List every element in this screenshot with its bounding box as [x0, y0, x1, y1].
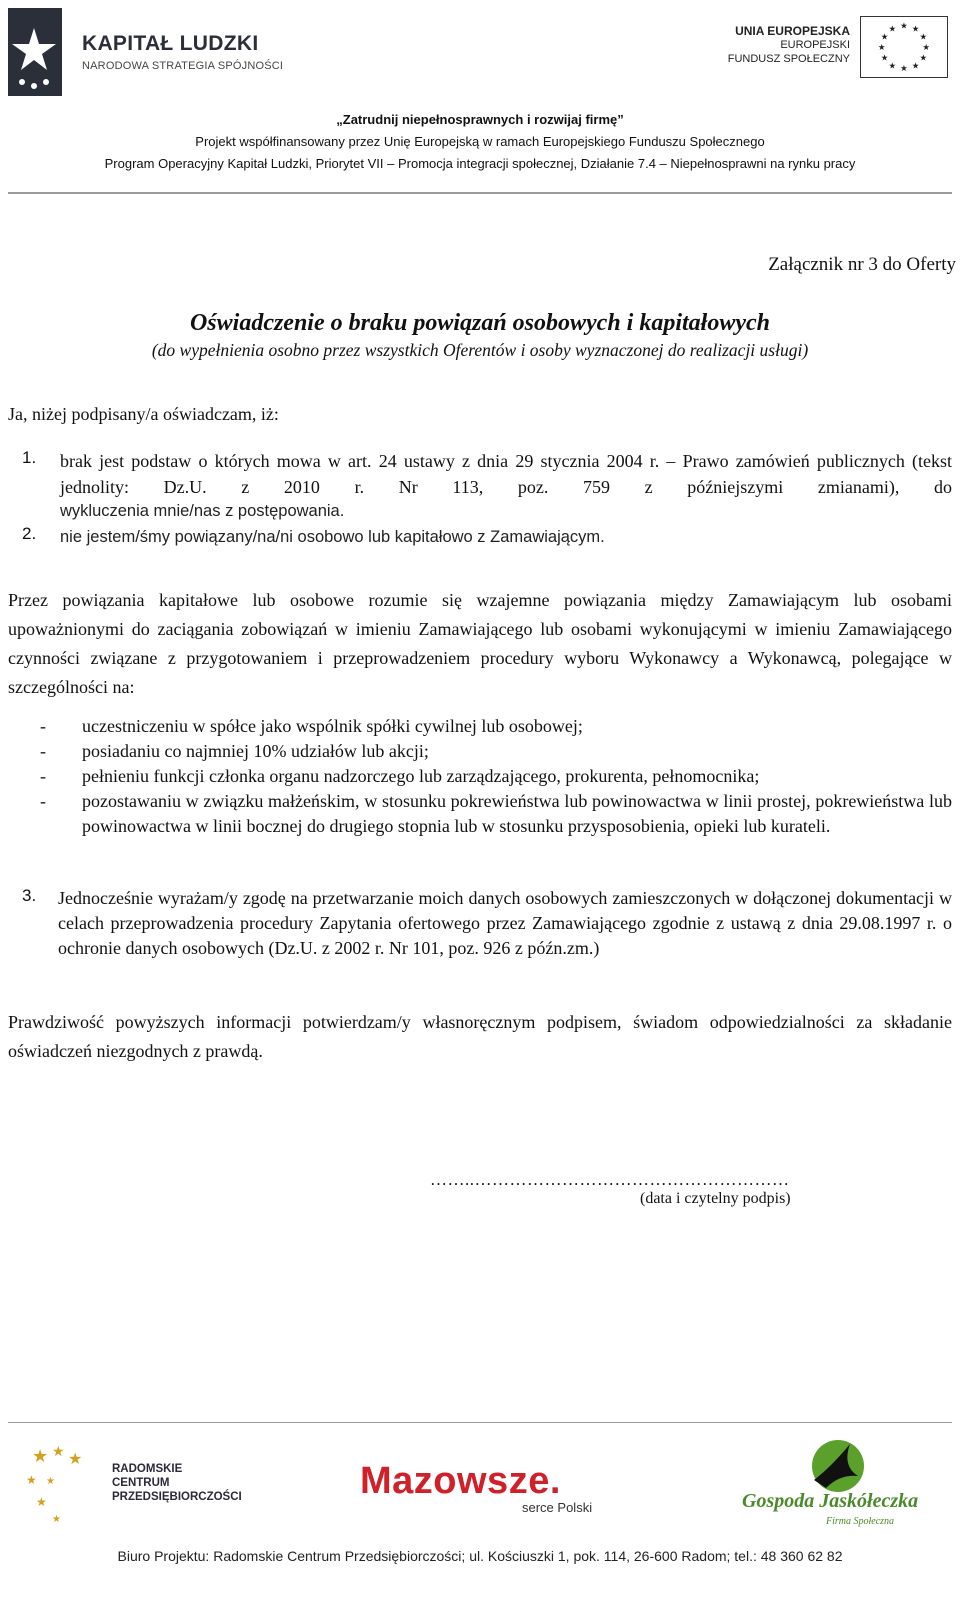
svg-text:★: ★	[900, 20, 908, 31]
intro-text: Ja, niżej podpisany/a oświadczam, iż:	[8, 404, 279, 424]
svg-text:★: ★	[877, 41, 886, 52]
declaration-item-1	[22, 448, 952, 522]
bullet-text: uczestniczeniu w spółce jako wspólnik spółki cywilnej lub osobowej;	[82, 716, 583, 736]
document-title: Oświadczenie o braku powiązań osobowych i kapitałowych	[189, 310, 771, 336]
document-subtitle: (do wypełnienia osobno przez wszystkich Oferentów i osoby wyznaczonej do realizacji usługi)	[151, 340, 809, 360]
declaration-item-2	[22, 524, 952, 550]
svg-text:★: ★	[52, 1514, 61, 1525]
bullet-marker: -	[40, 791, 46, 811]
svg-text:★: ★	[68, 1451, 83, 1468]
svg-text:★: ★	[888, 23, 897, 34]
item-3-text: Jednocześnie wyrażam/y zgodę na przetwarzanie moich danych osobowych zamieszczonych w dołączonej dokumentacji w celach przeprowadzenia procedury Zapytania ofertowego przez Zamawiającego zgodnie z ustawą z dnia 29.08.1997 r. o ochronie danych osobowych (Dz.U. z 2002 r. Nr 101, poz. 926 z późn.zm.)	[58, 888, 952, 958]
gospoda-logo: Gospoda Jaskółeczka	[742, 1490, 919, 1512]
item-2-number: 2.	[22, 524, 37, 543]
item-1-tail: wykluczenia mnie/nas z postępowania.	[60, 502, 345, 520]
bullet-text: pozostawaniu w związku małżeńskim, w stosunku pokrewieństwa lub powinowactwa w linii prostej, pokrewieństwa lub powinowactwa w linii bocznej do drugiego stopnia lub w stosunku przysposobienia, opieki lub kurateli.	[82, 791, 952, 836]
definition-paragraph: Przez powiązania kapitałowe lub osobowe rozumie się wzajemne powiązania między Zamawiającym lub osobami upoważnionymi do zaciągania zobowiązań w imieniu Zamawiającego lub osobami wykonującymi w imieniu Zamawiającego czynności związane z przygotowaniem i przeprowadzeniem procedury wyboru Wykonawcy a Wykonawcą, polegające w szczególności na:	[8, 590, 952, 697]
kapital-ludzki-subtitle: NARODOWA STRATEGIA SPÓJNOŚCI	[82, 60, 284, 72]
bullet-text: posiadaniu co najmniej 10% udziałów lub akcji;	[82, 741, 429, 761]
svg-text:★: ★	[922, 41, 931, 52]
kapital-ludzki-title: KAPITAŁ LUDZKI	[82, 32, 259, 55]
eu-fund-label	[728, 24, 850, 66]
svg-text:★: ★	[880, 31, 889, 42]
svg-text:★: ★	[46, 1476, 55, 1487]
rcp-logo-text	[112, 1462, 242, 1504]
eu-line-3: FUNDUSZ SPOŁECZNY	[727, 53, 850, 65]
kapital-ludzki-logo	[0, 0, 300, 100]
project-office-address: Biuro Projektu: Radomskie Centrum Przedsiębiorczości; ul. Kościuszki 1, pok. 114, 26-600 Radom; tel.: 48 360 62 82	[117, 1548, 843, 1564]
rcp-line-2: CENTRUM	[112, 1477, 170, 1489]
svg-text:★: ★	[26, 1473, 37, 1487]
svg-text:★: ★	[32, 1446, 49, 1466]
signature-line: ……..………………………………………………	[430, 1170, 790, 1189]
item-1-number: 1.	[22, 448, 37, 467]
bullet-marker: -	[40, 766, 46, 786]
svg-text:★: ★	[36, 1495, 47, 1509]
eu-line-1: UNIA EUROPEJSKA	[735, 24, 850, 38]
bullet-text: pełnieniu funkcji członka organu nadzorczego lub zarządzającego, prokurenta, pełnomocnika;	[82, 766, 760, 786]
svg-text:★: ★	[888, 60, 897, 71]
rcp-line-1: RADOMSKIE	[112, 1463, 183, 1475]
bullet-marker: -	[40, 716, 46, 736]
rcp-stars-icon	[22, 1440, 112, 1530]
svg-text:★: ★	[880, 52, 889, 63]
kapital-ludzki-star-icon	[4, 6, 64, 98]
svg-text:★: ★	[900, 63, 908, 74]
project-title: „Zatrudnij niepełnosprawnych i rozwijaj firmę”	[336, 112, 624, 127]
svg-text:★: ★	[911, 60, 920, 71]
header-divider	[8, 192, 952, 194]
declaration-item-3	[22, 886, 952, 961]
bullet-marker: -	[40, 741, 46, 761]
bullet-item	[8, 714, 952, 739]
closing-statement: Prawdziwość powyższych informacji potwierdzam/y własnoręcznym podpisem, świadom odpowiedzialności za składanie oświadczeń niezgodnych z prawdą.	[8, 1012, 952, 1061]
bullet-item	[8, 764, 952, 789]
eu-line-2: EUROPEJSKI	[780, 39, 850, 51]
footer-divider	[8, 1422, 952, 1423]
attachment-label: Załącznik nr 3 do Oferty	[768, 254, 956, 275]
signature-label: (data i czytelny podpis)	[640, 1190, 791, 1207]
mazowsze-tagline: serce Polski	[522, 1500, 593, 1515]
svg-text:★: ★	[911, 23, 920, 34]
bullet-item	[8, 739, 952, 764]
bullet-item	[8, 789, 952, 839]
eu-flag-icon	[860, 16, 948, 78]
gospoda-subtitle: Firma Społeczna	[826, 1516, 895, 1527]
svg-text:★: ★	[919, 52, 928, 63]
item-3-number: 3.	[22, 886, 37, 905]
svg-text:★: ★	[919, 31, 928, 42]
rcp-line-3: PRZEDSIĘBIORCZOŚCI	[112, 1491, 242, 1503]
item-2-text: nie jestem/śmy powiązany/na/ni osobowo lub kapitałowo z Zamawiającym.	[60, 528, 605, 546]
mazowsze-logo: Mazowsze.	[360, 1460, 561, 1502]
svg-text:★: ★	[52, 1445, 65, 1460]
project-program-line: Program Operacyjny Kapitał Ludzki, Priorytet VII – Promocja integracji społecznej, Działanie 7.4 – Niepełnosprawni na rynku pracy	[104, 156, 856, 171]
item-1-text: brak jest podstaw o których mowa w art. 24 ustawy z dnia 29 stycznia 2004 r. – Prawo zamówień publicznych (tekst jednolity: Dz.U. z 2010 r. Nr 113, poz. 759 z późniejszymi zmianami), do	[60, 451, 952, 497]
project-cofinancing-line: Projekt współfinansowany przez Unię Europejską w ramach Europejskiego Funduszu Społecznego	[195, 134, 765, 149]
